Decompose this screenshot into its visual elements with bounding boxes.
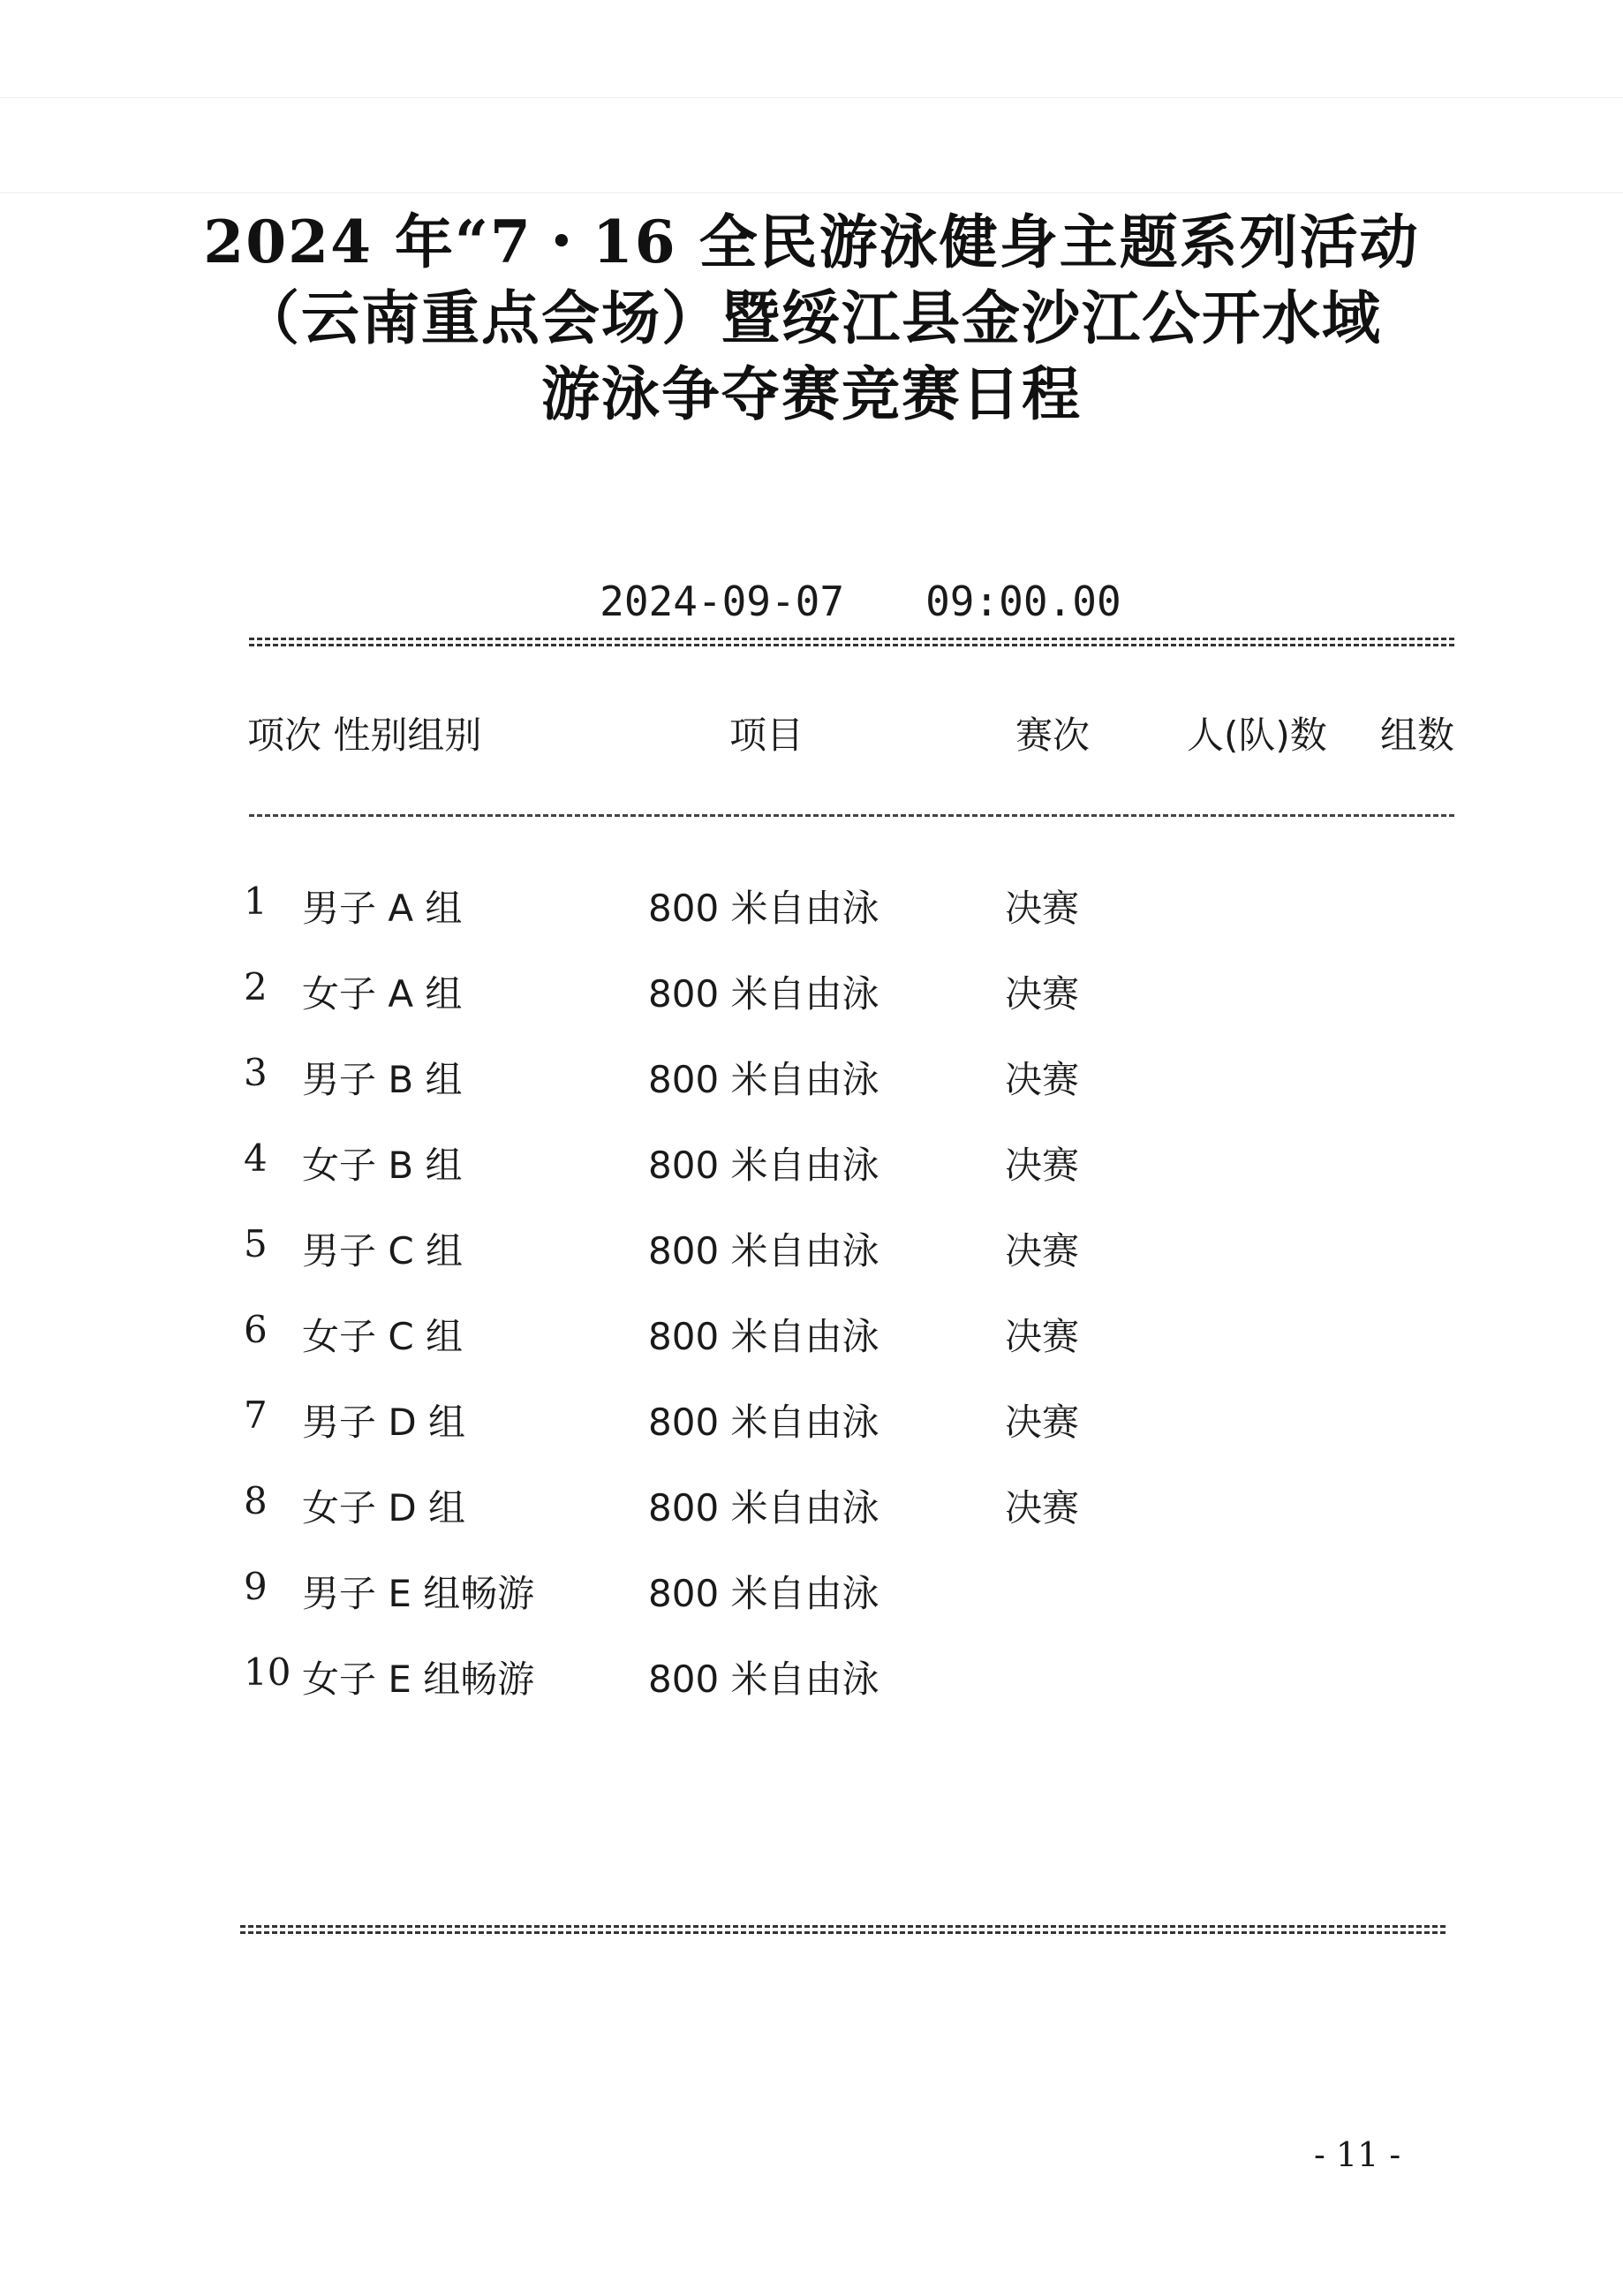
row-event: 800 米自由泳 [648,887,879,930]
row-number: 8 [244,1479,268,1522]
table-row [0,880,1623,941]
header-round: 赛次 [1015,714,1091,757]
table-row [0,1308,1623,1370]
row-round: 决赛 [1005,1144,1080,1187]
row-round: 决赛 [1005,1401,1080,1444]
row-group: 男子 D 组 [302,1401,466,1444]
row-number: 2 [244,965,268,1008]
table-row [0,1650,1623,1712]
title-line-1: 2024 年“7・16 全民游泳健身主题系列活动 [203,208,1420,276]
row-event: 800 米自由泳 [648,1572,879,1615]
row-group: 女子 E 组畅游 [302,1658,535,1701]
row-number: 4 [244,1137,268,1180]
double-rule-top [249,638,1454,646]
table-row [0,1051,1623,1113]
table-row [0,965,1623,1027]
header-no-group: 项次 性别组别 [247,714,482,757]
row-event: 800 米自由泳 [648,1229,879,1273]
table-row [0,1479,1623,1541]
schedule-date: 2024-09-07 [600,578,845,625]
row-round: 决赛 [1005,972,1080,1016]
header-event: 项目 [729,714,804,757]
row-group: 男子 A 组 [302,887,463,930]
row-round: 决赛 [1005,1229,1080,1273]
table-row [0,1393,1623,1455]
page-number: - 11 - [1314,2135,1401,2174]
row-group: 男子 E 组畅游 [302,1572,535,1615]
row-event: 800 米自由泳 [648,1658,879,1701]
title-line-2: （云南重点会场）暨绥江县金沙江公开水域 [241,283,1382,352]
row-number: 9 [244,1565,268,1608]
row-round: 决赛 [1005,887,1080,930]
row-number: 3 [244,1051,268,1094]
scan-line [0,97,1623,98]
row-group: 男子 C 组 [302,1229,464,1273]
table-row [0,1565,1623,1627]
header-count: 人(队)数 [1187,714,1327,757]
row-number: 5 [244,1222,268,1265]
row-number: 10 [244,1650,291,1694]
row-number: 7 [244,1393,268,1437]
header-groups: 组数 [1380,714,1455,757]
table-row [0,1137,1623,1198]
row-round: 决赛 [1005,1058,1080,1101]
schedule-datetime [0,530,1623,673]
schedule-time: 09:00.00 [925,578,1121,625]
row-round: 决赛 [1005,1486,1080,1529]
row-group: 男子 B 组 [302,1058,463,1101]
table-row [0,1222,1623,1284]
row-event: 800 米自由泳 [648,1144,879,1187]
row-round: 决赛 [1005,1315,1080,1358]
title-line-3: 游泳争夺赛竞赛日程 [541,359,1082,428]
row-number: 1 [244,880,268,923]
single-rule [249,814,1454,817]
row-event: 800 米自由泳 [648,1315,879,1358]
row-event: 800 米自由泳 [648,1486,879,1529]
row-group: 女子 D 组 [302,1486,466,1529]
row-event: 800 米自由泳 [648,1401,879,1444]
row-event: 800 米自由泳 [648,972,879,1016]
row-group: 女子 C 组 [302,1315,464,1358]
row-event: 800 米自由泳 [648,1058,879,1101]
row-group: 女子 B 组 [302,1144,463,1187]
row-group: 女子 A 组 [302,972,463,1016]
double-rule-bottom [240,1925,1446,1934]
row-number: 6 [244,1308,268,1351]
